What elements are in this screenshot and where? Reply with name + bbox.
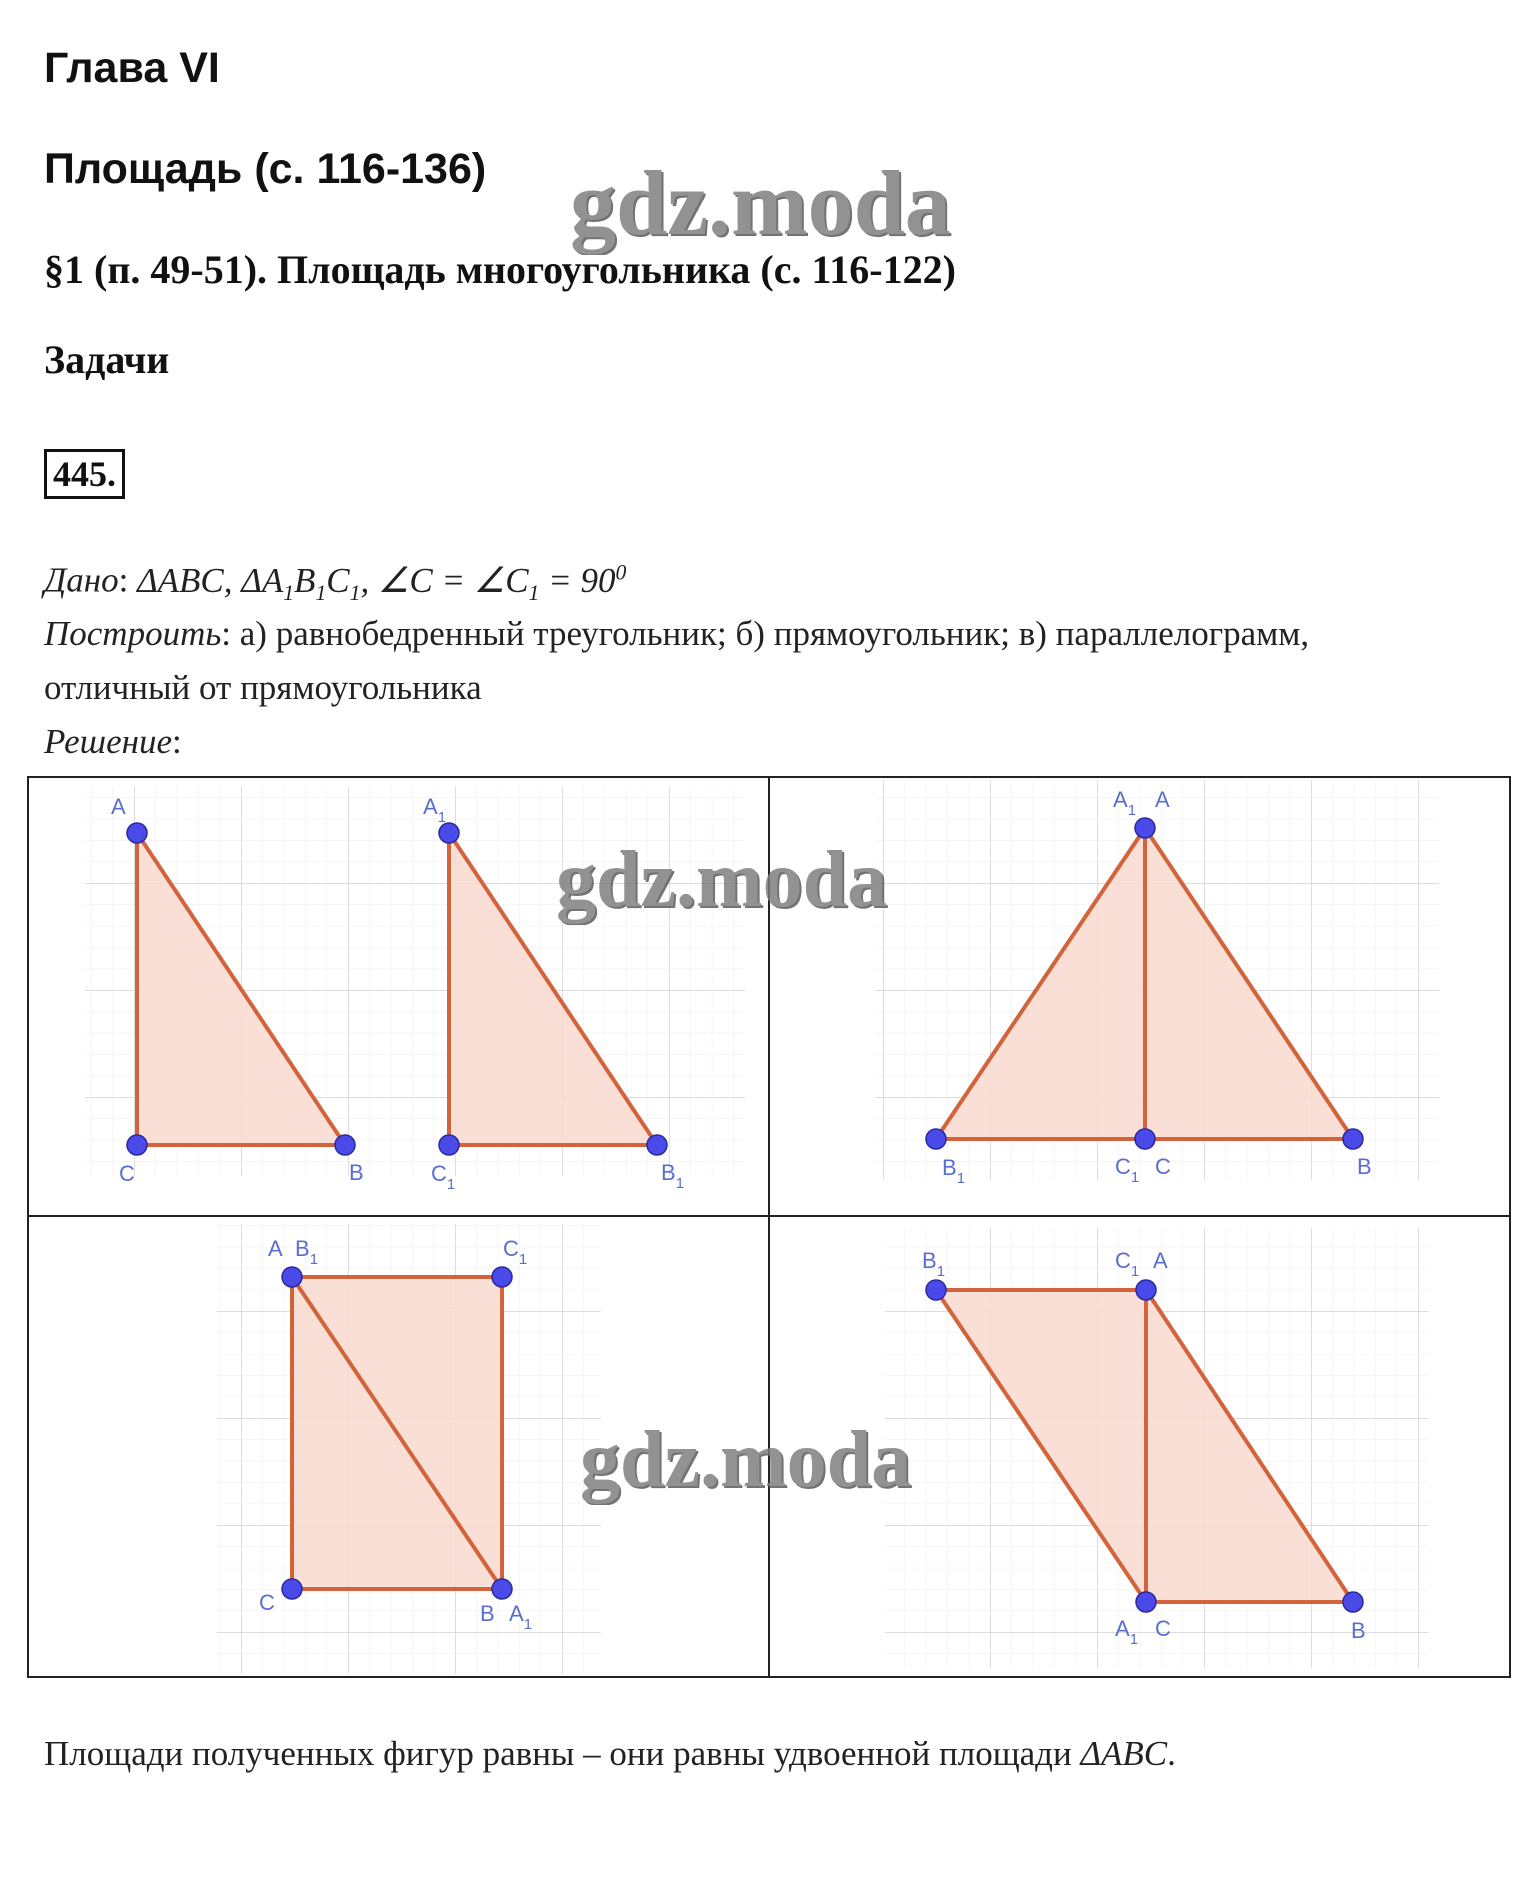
label-b1: $B_1$ <box>922 1248 946 1280</box>
label-b1: $B_1$ <box>661 1160 685 1192</box>
point-c <box>127 1135 147 1155</box>
label-a1: $A_1$ <box>509 1601 533 1633</box>
label-c: C <box>1155 1154 1171 1179</box>
tasks-heading: Задачи <box>44 337 170 382</box>
label-a: A <box>111 794 126 819</box>
point-c1a <box>1136 1280 1156 1300</box>
point-b <box>1343 1129 1363 1149</box>
point-b1 <box>926 1129 946 1149</box>
watermark-middle: gdz.moda <box>556 836 888 924</box>
given-formula: ΔABC, $\Delta A_1B_1C_1$, ∠C = $\angle C_1 = 90^0$ <box>137 560 627 605</box>
build-line <box>44 614 1309 654</box>
point-a1 <box>439 823 459 843</box>
label-a1: $A_1$ <box>1115 1616 1139 1648</box>
label-b: B <box>1351 1618 1366 1643</box>
label-a1: $A_1$ <box>423 794 447 826</box>
label-a: A <box>268 1236 283 1261</box>
label-b: B <box>480 1601 495 1626</box>
label-a1: $A_1$ <box>1113 787 1137 819</box>
task-number: 445. <box>44 449 125 499</box>
label-b1: $B_1$ <box>942 1155 966 1187</box>
label-a: A <box>1155 787 1170 812</box>
point-b1 <box>926 1280 946 1300</box>
build-line-cont: отличный от прямоугольника <box>44 668 482 707</box>
conclusion-formula: ΔABC <box>1080 1734 1168 1773</box>
point-a1a <box>1135 818 1155 838</box>
label-c1: $C_1$ <box>503 1236 528 1268</box>
point-b1 <box>647 1135 667 1155</box>
given-label: Дано <box>44 560 119 600</box>
label-c1: $C_1$ <box>1115 1154 1140 1186</box>
point-b <box>1343 1592 1363 1612</box>
given-line: Дано: ΔABC, $\Delta A_1B_1C_1$, ∠C = $\angle C_1 = 90^0$ <box>44 560 627 605</box>
watermark-top: gdz.moda <box>570 152 951 254</box>
point-c1 <box>492 1267 512 1287</box>
point-a1c <box>1136 1592 1156 1612</box>
label-c: C <box>119 1161 135 1186</box>
point-ba1 <box>492 1579 512 1599</box>
topic-title: Площадь (с. 116-136) <box>44 145 487 193</box>
label-b: B <box>1357 1154 1372 1179</box>
build-text: : а) равнобедренный треугольник; б) прямоугольник; в) параллелограмм, <box>221 614 1310 653</box>
label-c: C <box>259 1590 275 1615</box>
point-c <box>282 1579 302 1599</box>
conclusion-text: Площади полученных фигур равны – они равны удвоенной площади ΔABC. <box>44 1734 1176 1773</box>
watermark-bottom: gdz.moda <box>580 1416 912 1504</box>
section-title: §1 (п. 49-51). Площадь многоугольника (с. 116-122) <box>44 247 956 292</box>
point-a <box>127 823 147 843</box>
label-a: A <box>1153 1248 1168 1273</box>
solution-line: Решение: <box>44 722 182 761</box>
build-label: Построить <box>44 614 222 653</box>
label-b1: $B_1$ <box>295 1236 319 1268</box>
chapter-title: Глава VI <box>44 44 220 92</box>
label-c: C <box>1155 1616 1171 1641</box>
point-c1c <box>1135 1129 1155 1149</box>
label-b: B <box>349 1160 364 1185</box>
solution-label: Решение <box>44 722 173 761</box>
label-c1: $C_1$ <box>431 1161 456 1193</box>
point-b <box>335 1135 355 1155</box>
label-c1: $C_1$ <box>1115 1248 1140 1280</box>
point-c1 <box>439 1135 459 1155</box>
point-ab1 <box>282 1267 302 1287</box>
